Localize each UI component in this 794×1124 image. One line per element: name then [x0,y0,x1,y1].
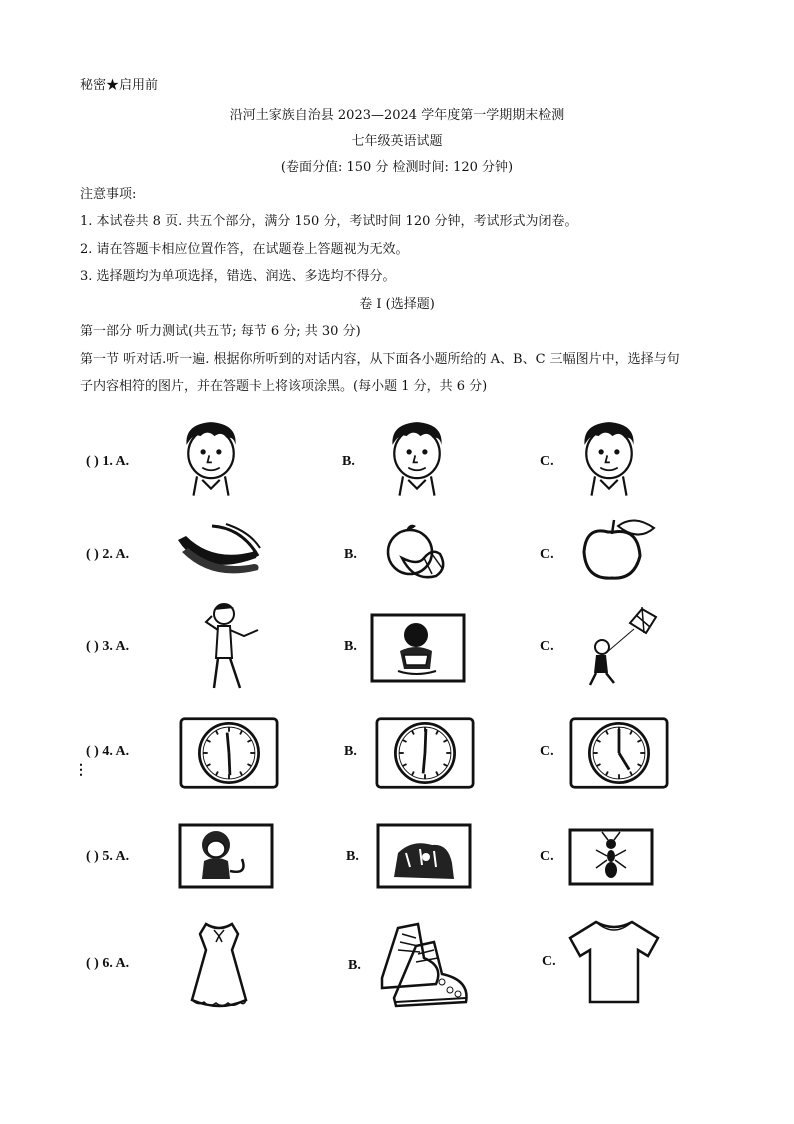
option-b-label: B. [342,454,355,469]
question-label: ( ) 6. A. [86,956,130,971]
question-label: ( ) 2. A. [86,547,130,562]
exam-subtitle: 七年级英语试题 [351,134,443,149]
exam-scoring: (卷面分值: 150 分 检测时间: 120 分钟) [280,160,514,175]
banana-icon[interactable] [172,518,264,580]
clock-icon[interactable] [568,716,670,790]
apple-icon[interactable] [578,516,658,582]
margin-mark: ⋮ [74,762,88,778]
part1-heading: 第一部分 听力测试(共五节; 每节 6 分; 共 30 分) [80,324,361,339]
question-label: ( ) 4. A. [86,744,130,759]
tshirt-icon[interactable] [566,918,662,1006]
sneakers-icon[interactable] [372,918,476,1010]
question-label: ( ) 5. A. [86,849,130,864]
section1-instruction: 第一节 听对话.听一遍. 根据你所听到的对话内容，从下面各小题所给的 A、B、C 三幅图片中，选择与句 [80,352,680,367]
option-c-label: C. [540,454,554,469]
section1-instruction: 子内容相符的图片，并在答题卡上将该项涂黑。(每小题 1 分，共 6 分) [80,379,488,394]
boy-face-icon[interactable] [176,414,246,502]
option-c-label: C. [540,639,554,654]
option-c-label: C. [540,849,554,864]
option-b-label: B. [344,639,357,654]
boy-singing-icon[interactable] [196,600,262,692]
option-c-label: C. [542,954,556,969]
note-item: 3. 选择题均为单项选择，错选、润选、多选均不得分。 [80,269,396,284]
clock-icon[interactable] [178,716,280,790]
boy-face-icon[interactable] [574,414,644,502]
notes-heading: 注意事项: [80,187,137,202]
tiger-icon[interactable] [376,823,472,889]
monkey-icon[interactable] [178,823,274,889]
ant-icon[interactable] [568,828,654,886]
dress-icon[interactable] [184,920,254,1012]
option-c-label: C. [540,547,554,562]
option-b-label: B. [344,547,357,562]
boy-reading-icon[interactable] [370,613,466,683]
note-item: 2. 请在答题卡相应位置作答，在试题卷上答题视为无效。 [80,242,409,257]
volume-title: 卷 I (选择题) [359,297,435,312]
clock-icon[interactable] [374,716,476,790]
secret-label: 秘密★启用前 [80,78,159,93]
boy-face-icon[interactable] [382,414,452,502]
option-c-label: C. [540,744,554,759]
question-label: ( ) 1. A. [86,454,130,469]
option-b-label: B. [346,849,359,864]
orange-icon[interactable] [380,518,456,588]
question-label: ( ) 3. A. [86,639,130,654]
boy-kite-icon[interactable] [584,603,664,689]
option-b-label: B. [344,744,357,759]
exam-title: 沿河土家族自治县 2023—2024 学年度第一学期期末检测 [229,108,565,123]
option-b-label: B. [348,958,361,973]
note-item: 1. 本试卷共 8 页. 共五个部分，满分 150 分，考试时间 120 分钟，考试形式为闭卷。 [80,214,578,229]
